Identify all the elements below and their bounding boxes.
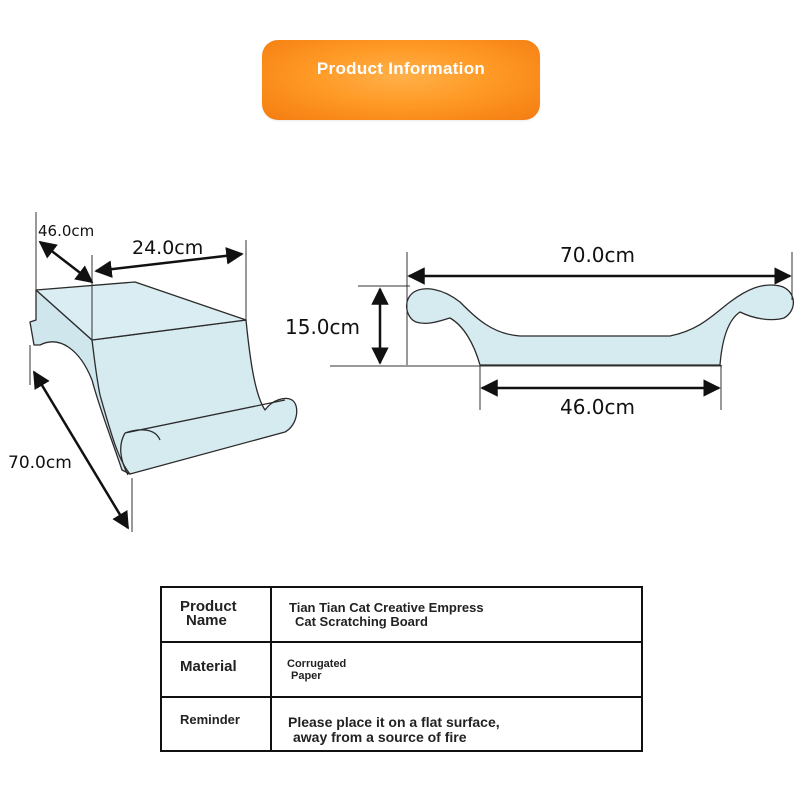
reminder-value-line1: Please place it on a flat surface, <box>288 714 500 730</box>
product-info-table <box>160 586 643 752</box>
product-name-value-line1: Tian Tian Cat Creative Empress <box>289 600 484 615</box>
product-name-value-line2: Cat Scratching Board <box>295 614 428 629</box>
depth-arrow <box>40 242 92 282</box>
table-row-material <box>162 643 641 698</box>
table-divider <box>270 588 272 641</box>
isometric-board-drawing <box>30 282 297 475</box>
product-name-label-line2: Name <box>186 612 227 629</box>
material-value-line1: Corrugated <box>287 658 347 670</box>
material-label: Material <box>180 658 237 675</box>
left-width-label: 24.0cm <box>132 237 204 259</box>
left-depth-label: 46.0cm <box>38 222 95 240</box>
product-name-label-line1: Product <box>180 598 237 615</box>
table-row-product-name <box>162 588 641 643</box>
right-overall-width-label: 70.0cm <box>560 243 636 267</box>
right-height-label: 15.0cm <box>285 315 361 339</box>
reminder-value-line2: away from a source of fire <box>293 729 467 745</box>
reminder-label: Reminder <box>180 712 240 727</box>
left-length-label: 70.0cm <box>8 453 72 473</box>
banner-title: Product Information <box>316 59 486 78</box>
material-value-line2: Paper <box>291 670 322 682</box>
right-base-width-label: 46.0cm <box>560 395 636 419</box>
table-divider <box>270 643 272 696</box>
table-row-reminder <box>162 698 641 750</box>
profile-shape <box>407 285 794 365</box>
board-front-face <box>92 320 297 474</box>
side-profile-drawing <box>407 285 794 365</box>
table-divider <box>270 698 272 750</box>
